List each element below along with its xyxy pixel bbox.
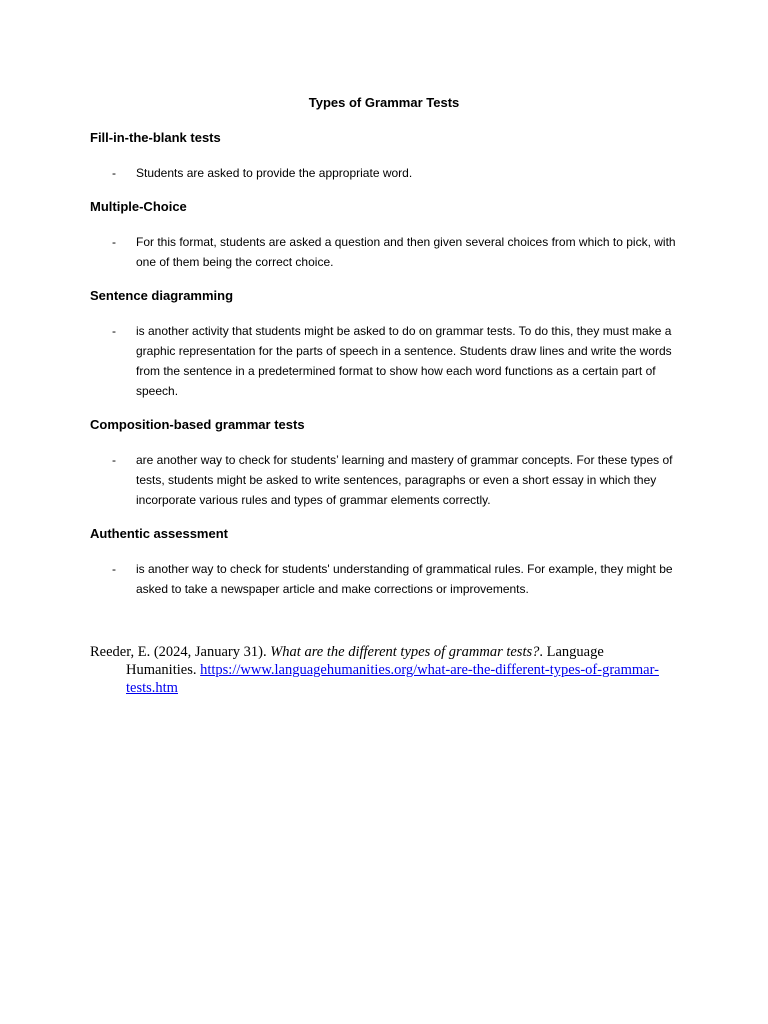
bullet-dash: - bbox=[112, 453, 116, 467]
bullet-item bbox=[90, 450, 690, 510]
reference-title: What are the different types of grammar tests? bbox=[270, 644, 540, 660]
bullet-text: Students are asked to provide the appropriate word. bbox=[136, 166, 413, 180]
bullet-item bbox=[90, 321, 690, 401]
reference-publisher: . Language Humanities. bbox=[126, 644, 604, 678]
page-title: Types of Grammar Tests bbox=[308, 95, 460, 110]
section-heading: Composition-based grammar tests bbox=[90, 417, 305, 432]
section-heading: Authentic assessment bbox=[90, 526, 228, 541]
section-sentence-diagramming bbox=[90, 288, 690, 401]
sections-container bbox=[90, 130, 690, 615]
bullet-text: is another activity that students might be asked to do on grammar tests. To do this, they must make a graphic representation for the parts of speech in a sentence. Students draw lines and write the words from the sentence in a predetermined format to show how each word functions as a certain part of speech. bbox=[136, 324, 672, 398]
reference-link[interactable]: https://www.languagehumanities.org/what-are-the-different-types-of-grammar-tests.htm bbox=[126, 662, 659, 696]
bullet-dash: - bbox=[112, 324, 116, 338]
bullet-item bbox=[90, 163, 690, 183]
section-fill-in-the-blank bbox=[90, 130, 690, 183]
bullet-dash: - bbox=[112, 235, 116, 249]
section-multiple-choice bbox=[90, 199, 690, 272]
section-composition-based bbox=[90, 417, 690, 510]
section-heading: Fill-in-the-blank tests bbox=[90, 130, 221, 145]
bullet-item bbox=[90, 232, 690, 272]
section-heading: Sentence diagramming bbox=[90, 288, 234, 303]
reference-author-date: Reeder, E. (2024, January 31). bbox=[90, 644, 271, 660]
bullet-text: For this format, students are asked a question and then given several choices from which to pick, with one of them being the correct choice. bbox=[136, 235, 676, 269]
section-authentic-assessment bbox=[90, 526, 690, 599]
bullet-dash: - bbox=[112, 562, 116, 576]
reference-citation bbox=[90, 643, 671, 697]
bullet-text: is another way to check for students' understanding of grammatical rules. For example, they might be asked to take a newspaper article and make corrections or improvements. bbox=[136, 562, 673, 596]
bullet-item bbox=[90, 559, 690, 599]
section-heading: Multiple-Choice bbox=[90, 199, 187, 214]
bullet-text: are another way to check for students’ learning and mastery of grammar concepts. For these types of tests, students might be asked to write sentences, paragraphs or even a short essay in which they incorporate various rules and types of grammar elements correctly. bbox=[136, 453, 673, 507]
bullet-dash: - bbox=[112, 166, 116, 180]
